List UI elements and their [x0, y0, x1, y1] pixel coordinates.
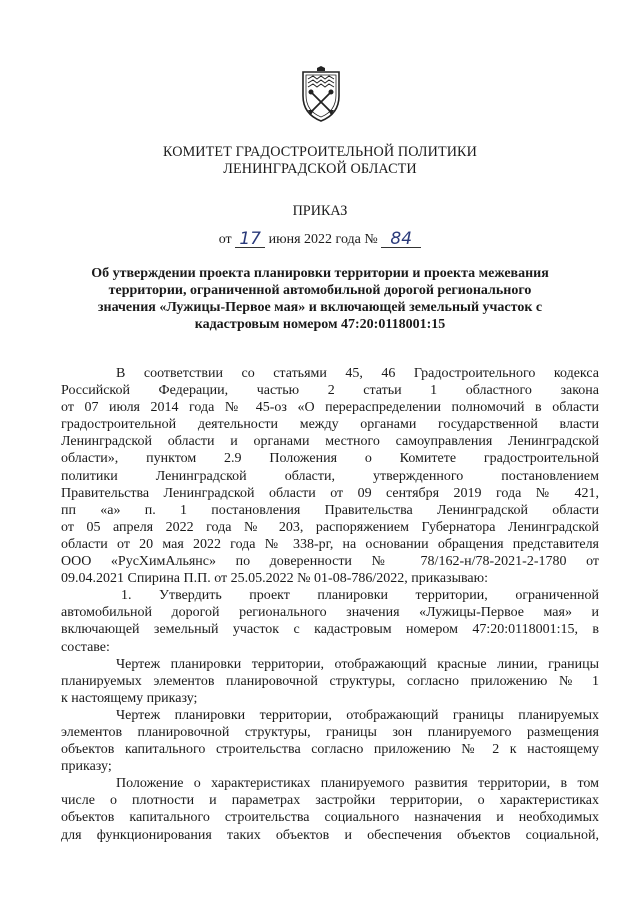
order-date-line: [0, 231, 640, 249]
body-line: Чертеж планировки территории, отображающий красные линии, границы: [116, 656, 599, 672]
body-line: для функционирования таких объектов и обеспечения объектов социальной,: [61, 827, 599, 843]
body-line: Положение о характеристиках планируемого развития территории, в том: [116, 776, 599, 792]
body-line: области», пунктом 2.9 Положения о Комитете градостроительной: [61, 451, 599, 467]
order-title: [70, 265, 570, 333]
body-line: политики Ленинградской области, утвержденного постановлением: [61, 468, 599, 484]
title-line: кадастровым номером 47:20:0118001:15: [194, 317, 446, 332]
body-line: приказу;: [61, 759, 112, 775]
body-line: числе о плотности и параметрах застройки территории, о характеристиках: [61, 793, 599, 809]
body-line: 09.04.2021 Спирина П.П. от 25.05.2022 № 01-08-786/2022, приказываю:: [61, 571, 488, 587]
body-line: области от 20 мая 2022 года № 338-рг, на основании обращения представителя: [61, 536, 599, 552]
handwritten-day: 17: [235, 231, 265, 248]
body-line: объектов капитального строительства социального назначения и необходимых: [61, 810, 599, 826]
body-line: градостроительной деятельности между органами государственной власти: [61, 417, 599, 433]
body-line: включающей земельный участок с кадастровым номером 47:20:0118001:15, в: [61, 622, 599, 638]
document-type-heading: ПРИКАЗ: [292, 203, 348, 219]
title-line: территории, ограниченной автомобильной дорогой регионального: [108, 283, 532, 298]
body-line: от 07 июля 2014 года № 45-оз «О перераспределении полномочий в области: [61, 400, 599, 416]
order-body-text: [61, 365, 599, 844]
organization-name-line-1: КОМИТЕТ ГРАДОСТРОИТЕЛЬНОЙ ПОЛИТИКИ: [163, 144, 477, 160]
body-line: Правительства Ленинградской области от 09 сентября 2019 года № 421,: [61, 485, 599, 501]
body-line: к настоящему приказу;: [61, 690, 198, 706]
body-line: планируемых элементов планировочной структуры, согласно приложению № 1: [61, 673, 599, 689]
title-line: Об утверждении проекта планировки территории и проекта межевания: [91, 266, 549, 281]
body-line: Ленинградской области и органами местного самоуправления Ленинградской: [61, 434, 599, 450]
body-line: составе:: [61, 639, 110, 655]
body-line: ООО «РусХимАльянс» по доверенности № 78/162-н/78-2021-2-1780 от: [61, 554, 599, 570]
leningrad-oblast-coat-of-arms-icon: [299, 66, 343, 124]
handwritten-order-number: 84: [381, 231, 421, 248]
body-line: 1. Утвердить проект планировки территории, ограниченной: [121, 588, 599, 604]
body-line: от 05 апреля 2022 года № 203, распоряжением Губернатора Ленинградской: [61, 519, 599, 535]
body-line: В соответствии со статьями 45, 46 Градостроительного кодекса: [116, 366, 599, 381]
body-line: автомобильной дорогой регионального значения «Лужицы-Первое мая» и: [61, 605, 599, 621]
body-line: Чертеж планировки территории, отображающий границы планируемых: [116, 707, 599, 723]
body-line: элементов планировочной структуры, границы зон планируемого размещения: [61, 724, 599, 740]
organization-name-line-2: ЛЕНИНГРАДСКОЙ ОБЛАСТИ: [223, 161, 417, 177]
body-line: пп «а» п. 1 постановления Правительства Ленинградской области: [61, 502, 599, 518]
body-line: объектов капитального строительства согласно приложению № 2 к настоящему: [61, 742, 599, 758]
body-line: Российской Федерации, частью 2 статьи 1 областного закона: [61, 383, 599, 399]
date-month-year: июня 2022 года №: [268, 232, 378, 247]
title-line: значения «Лужицы-Первое мая» и включающей земельный участок с: [97, 300, 543, 315]
date-prefix: от: [218, 232, 232, 247]
